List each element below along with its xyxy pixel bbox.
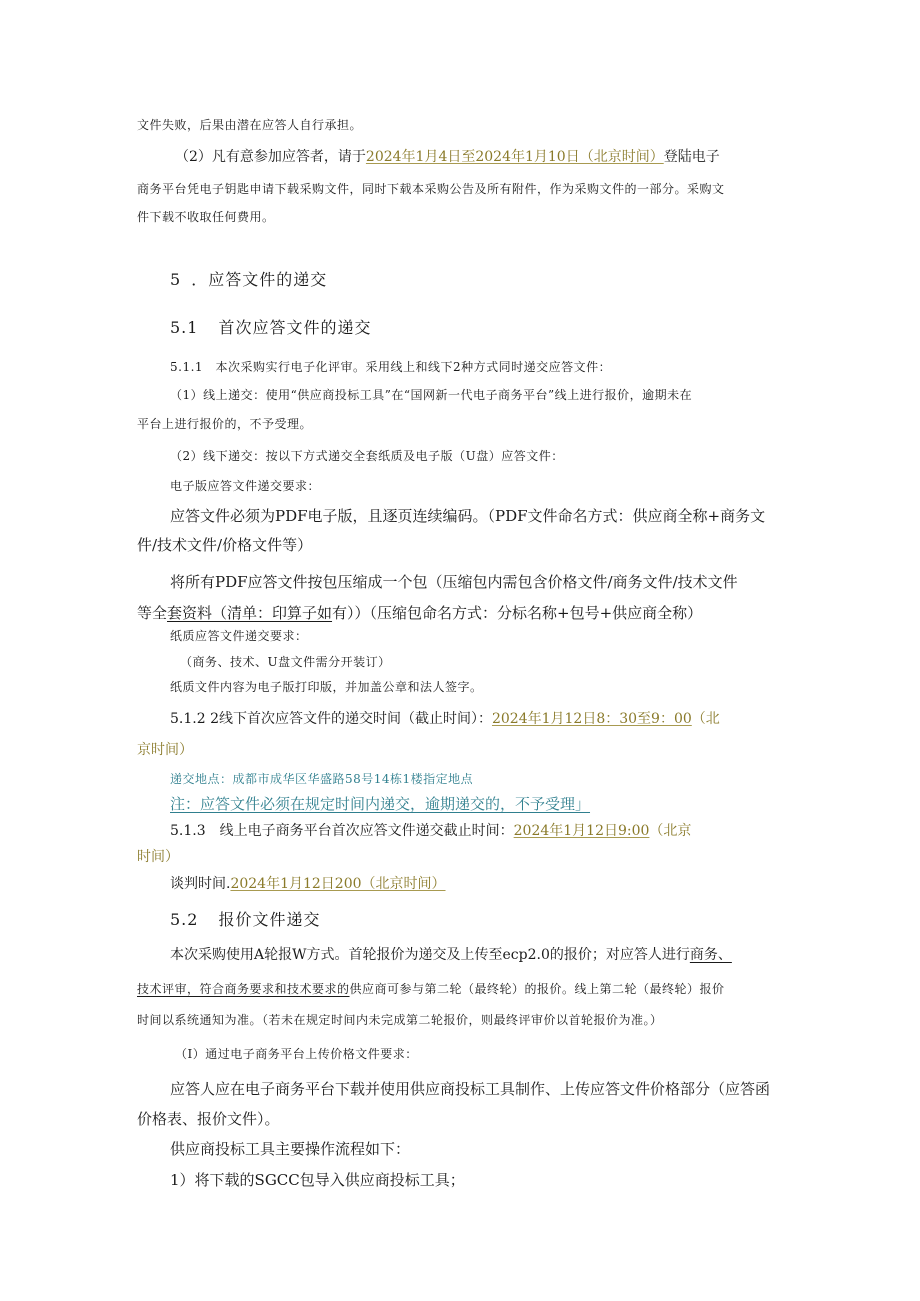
late-submission-note: 注：应答文件必须在规定时间内递交，逾期递交的，不予受理」 [170,795,591,813]
tool-flow-step-1: 1）将下载的SGCC包导入供应商投标工具； [170,1171,465,1189]
negotiation-time [170,877,446,891]
negotiation-time-date: 2024年1月12日200（北京时间） [230,876,446,892]
pdf-req-line-2: 件/技术文件/价格文件等） [137,536,313,554]
paper-content-line: 纸质文件内容为电子版打印版，并加盖公章和法人签字。 [170,680,483,694]
upload-req-heading: （I）通过电子商务平台上传价格文件要求： [175,1047,418,1061]
para-fail-text: 文件失败，后果由潜在应答人自行承担。 [137,118,363,132]
clause-5-1-3-lead: 5.1.3 线上电子商务平台首次应答文件递交截止时间： [170,823,514,839]
download-period-date: 2024年1月4日至2024年1月10日（北京时间） [365,149,664,165]
online-deadline-tail-2: 时间） [137,849,179,865]
clause-5-1-3 [170,824,691,838]
paper-req-heading: 纸质应答文件递交要求： [170,629,308,643]
section-5-heading [170,272,327,288]
offline-deadline-tail-2: 京时间） [137,742,193,758]
zip-req-line: 将所有PDF应答文件按包压缩成一个包（压缩包内需包含价格文件/商务文件/技术文件 [170,573,738,591]
section-5-1-title: 首次应答文件的递交 [218,318,372,337]
section-5-2-heading [170,912,320,928]
zip-req-underlined: 套资料（清单：印算子如 [167,604,333,622]
negotiation-time-label: 谈判时间. [170,876,231,892]
para-download-line: 商务平台凭电子钥匙申请下载采购文件，同时下载本采购公告及所有附件，作为采购文件的一部分。采购文 [137,182,725,196]
para-participation-lead: （2）凡有意参加应答者，请于 [175,149,366,165]
offline-submit-line: （2）线下递交：按以下方式递交全套纸质及电子版（U盘）应答文件： [170,449,564,463]
quote-method-line-2 [137,983,725,995]
para-participation [175,150,720,164]
clause-5-1-2-lead: 5.1.2 2线下首次应答文件的递交时间（截止时间）： [170,711,492,727]
para-free-line: 件下载不收取任何费用。 [137,210,275,224]
upload-req-line: 应答人应在电子商务平台下载并使用供应商投标工具制作、上传应答文件价格部分（应答函 [170,1080,771,1098]
quote-method-underlined-2: 技术评审，符合商务要求和技术要求的 [137,982,350,996]
electronic-req-heading: 电子版应答文件递交要求： [170,479,321,493]
online-deadline-tail: （北京 [649,823,692,839]
clause-5-1-1: 5.1.1 本次采购实行电子化评审。采用线上和线下2种方式同时递交应答文件： [170,360,612,374]
section-5-1-number: 5.1 [170,318,199,337]
section-5-2-number: 5.2 [170,910,199,929]
pdf-req-line: 应答文件必须为PDF电子版，且逐页连续编码。（PDF文件命名方式：供应商全称+商务文 [170,507,766,525]
online-submit-line-2: 平台上进行报价的，不予受理。 [137,417,313,431]
upload-req-line-2: 价格表、报价文件）。 [137,1110,280,1128]
submission-location: 递交地点：成都市成华区华盛路58号14栋1楼指定地点 [170,772,474,786]
quote-method-line-3: 时间以系统通知为准。（若未在规定时间内未完成第二轮报价，则最终评审价以首轮报价为准。） [137,1013,663,1027]
quote-method-lead: 本次采购使用A轮报W方式。首轮报价为递交及上传至ecp2.0的报价；对应答人进行 [170,947,690,963]
zip-req-tail: 有））（压缩包命名方式：分标名称+包号+供应商全称） [332,604,703,622]
tool-flow-heading: 供应商投标工具主要操作流程如下： [170,1140,411,1158]
section-5-2-title: 报价文件递交 [218,910,321,929]
zip-req-line-2 [137,606,702,621]
quote-method-underlined: 商务、 [689,947,732,963]
section-5-title: ．应答文件的递交 [191,270,328,289]
paper-binding-note: （商务、技术、U盘文件需分开装订） [180,655,391,669]
zip-req-lead: 等全 [137,604,168,622]
offline-deadline-tail: （北 [691,711,720,727]
online-deadline-date: 2024年1月12日9:00 [513,823,650,839]
quote-method-tail: 供应商可参与第二轮（最终轮）的报价。线上第二轮（最终轮）报价 [349,982,725,996]
section-5-number: 5 [170,270,182,289]
online-submit-line: （1）线上递交：使用“供应商投标工具”在“国网新一代电子商务平台”线上进行报价，逾期未在 [170,388,693,402]
quote-method-line [170,948,732,962]
offline-deadline-date: 2024年1月12日8：30至9：00 [491,711,692,727]
para-participation-tail: 登陆电子 [663,149,720,165]
clause-5-1-2 [170,712,720,726]
section-5-1-heading [170,320,371,336]
